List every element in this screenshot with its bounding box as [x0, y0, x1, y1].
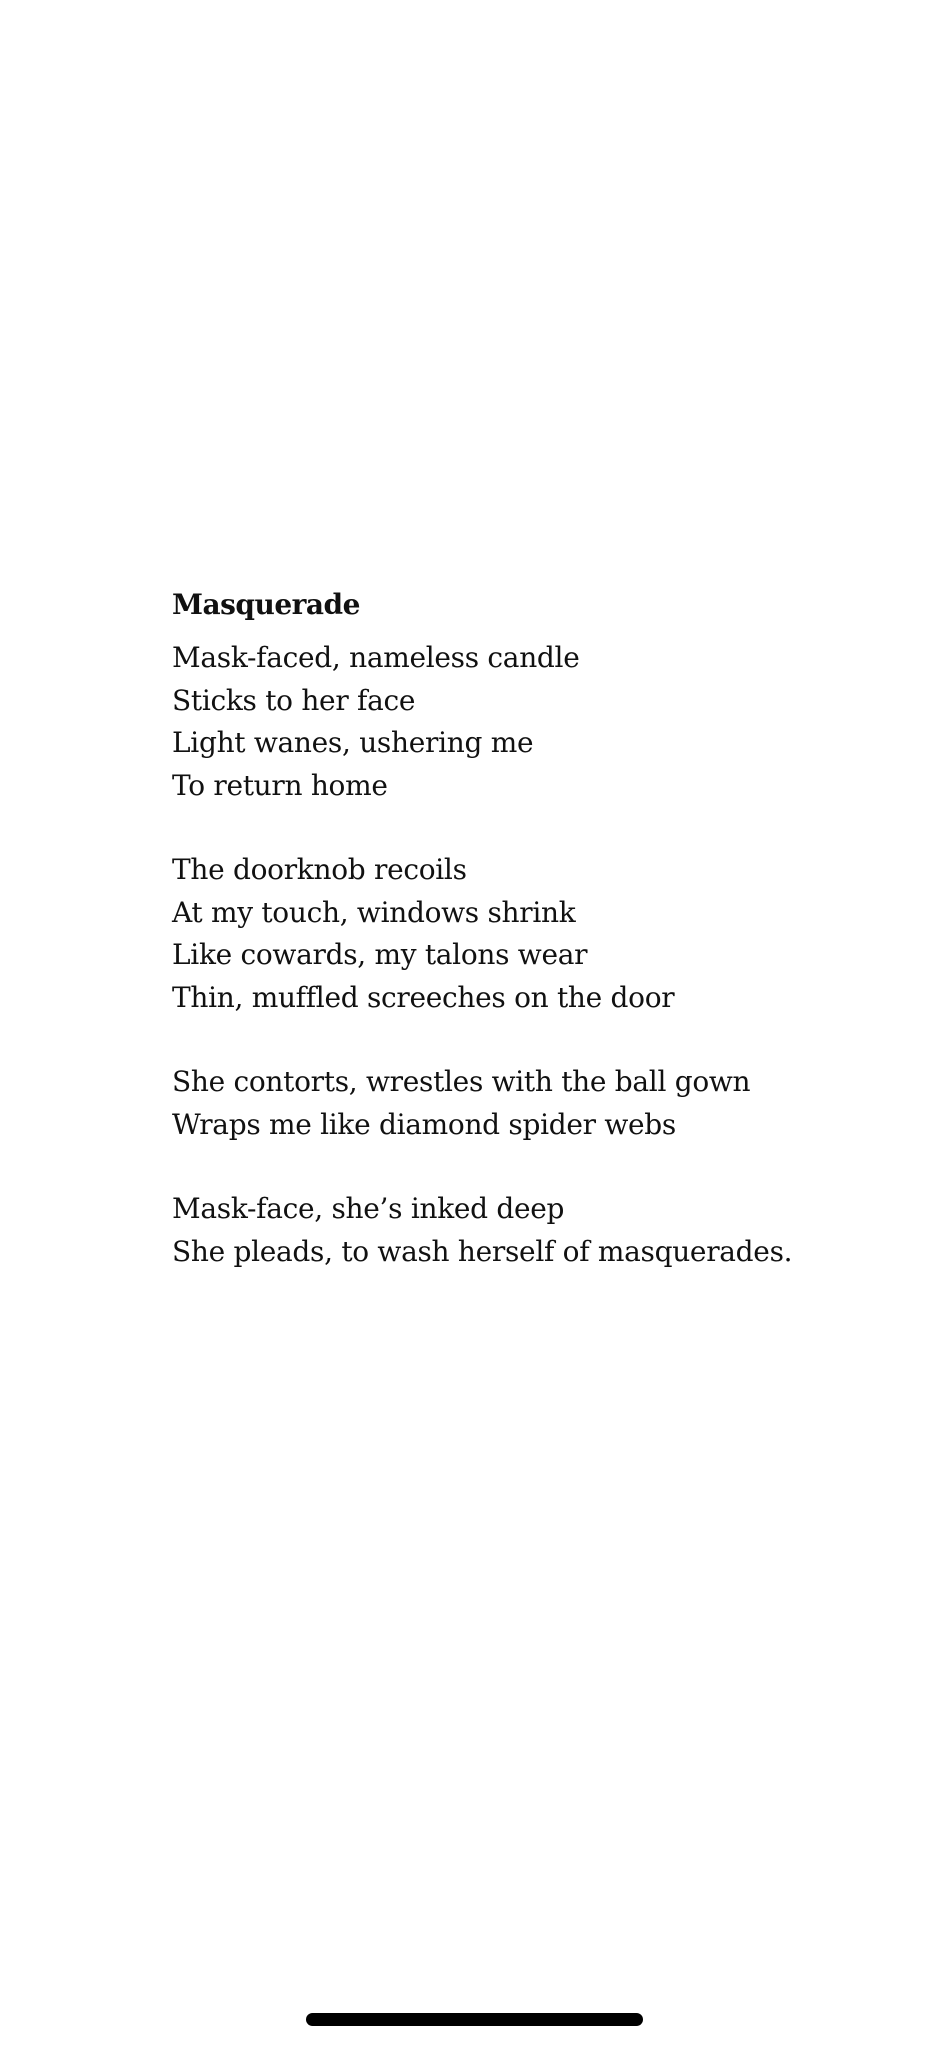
poem-line: Wraps me like diamond spider webs: [172, 1107, 676, 1141]
stanza-1: [172, 637, 892, 807]
stanza-3: [172, 1061, 892, 1146]
poem-line: She contorts, wrestles with the ball gown: [172, 1065, 751, 1098]
poem-line: Mask-faced, nameless candle: [172, 641, 580, 674]
poem-line: She pleads, to wash herself of masquerades.: [172, 1234, 793, 1268]
poem: [172, 585, 892, 1315]
poem-line: Like cowards, my talons wear: [172, 938, 588, 971]
poem-line: Light wanes, ushering me: [172, 726, 534, 759]
poem-line: Sticks to her face: [172, 683, 416, 717]
poem-line: Thin, muffled screeches on the door: [172, 980, 675, 1014]
poem-title: Masquerade: [172, 588, 360, 621]
poem-line: Mask-face, she’s inked deep: [172, 1192, 565, 1225]
poem-line: At my touch, windows shrink: [172, 895, 576, 929]
stanza-2: [172, 849, 892, 1019]
poem-line: The doorknob recoils: [172, 853, 467, 886]
poem-line: To return home: [172, 768, 388, 802]
stanza-4: [172, 1188, 892, 1273]
home-indicator[interactable]: [306, 2013, 643, 2026]
